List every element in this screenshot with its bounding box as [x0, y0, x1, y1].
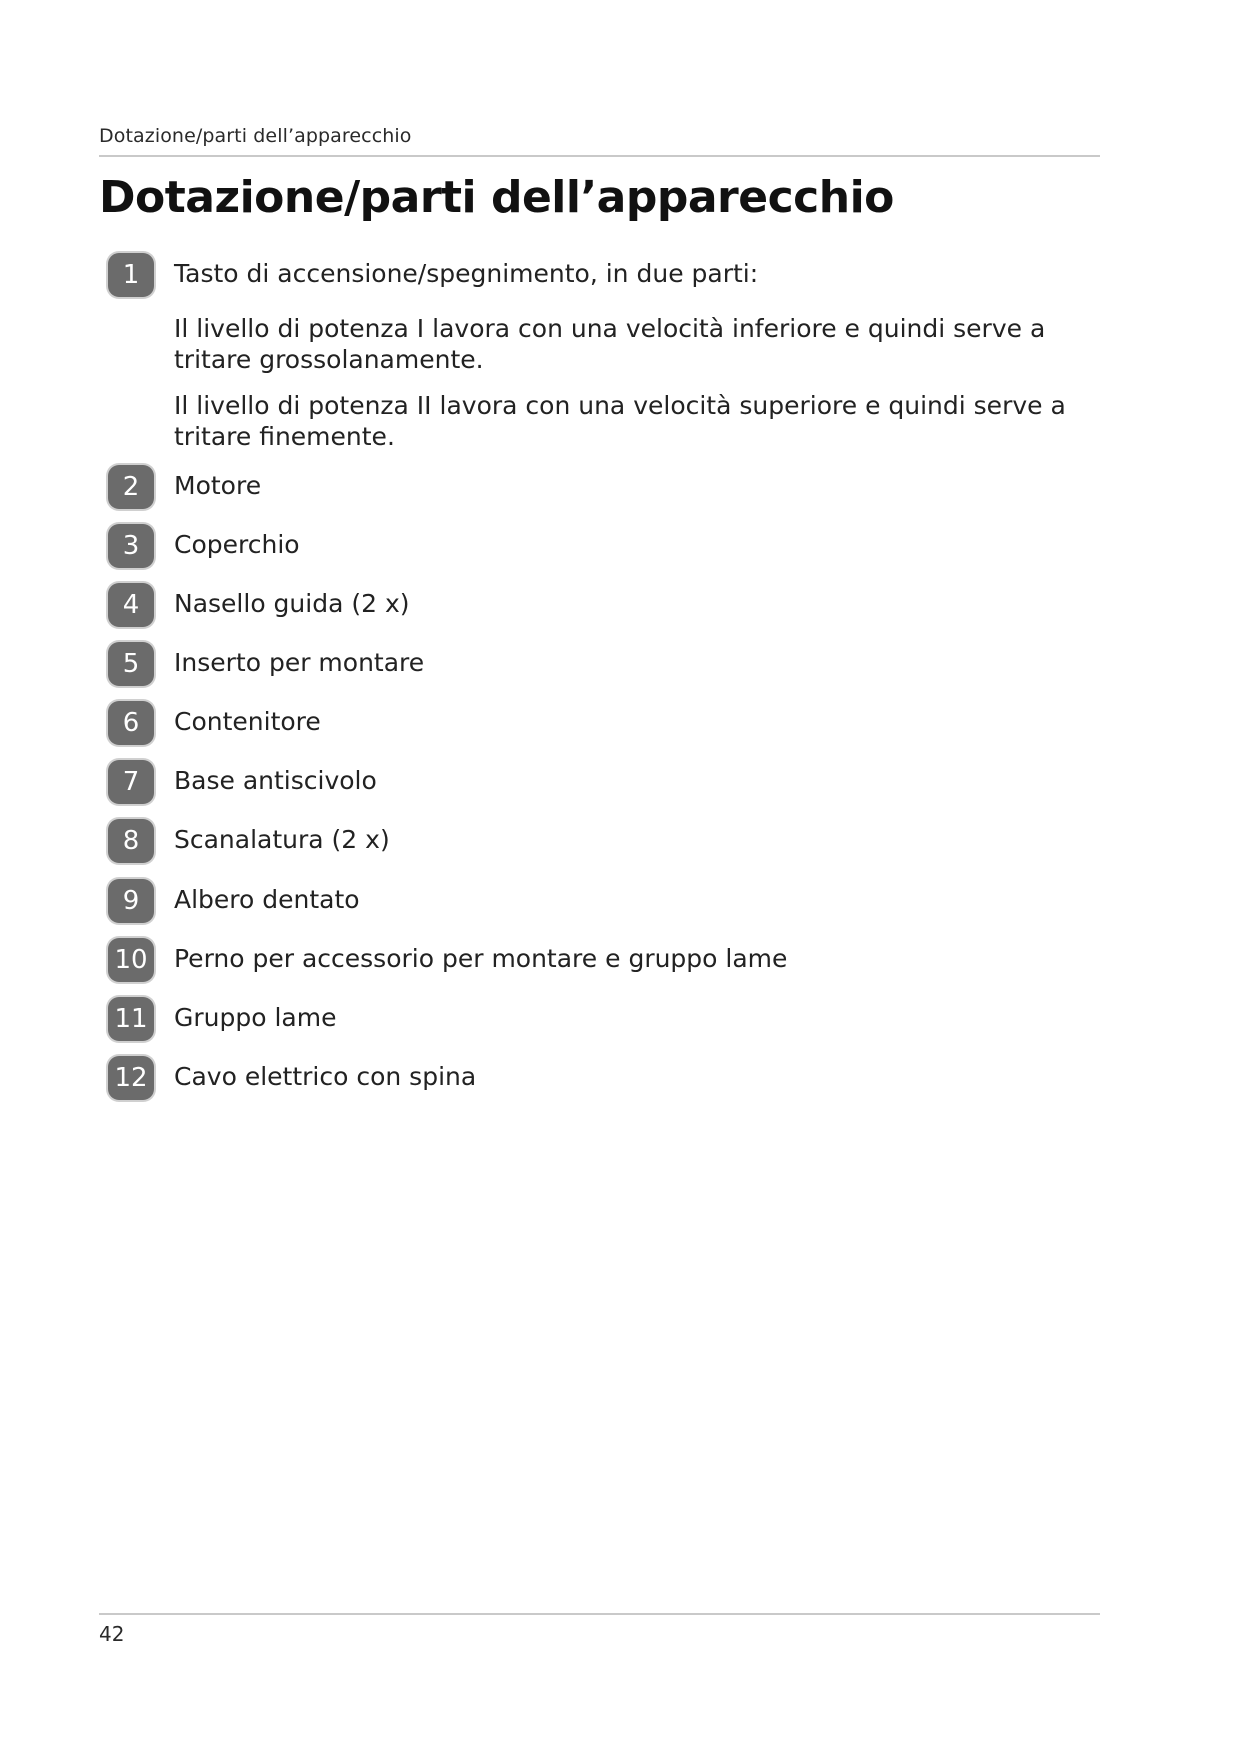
item-label: Contenitore [174, 707, 321, 736]
item-label: Motore [174, 471, 262, 500]
page-title: Dotazione/parti dell’apparecchio [99, 172, 894, 223]
item-number-badge: 3 [108, 524, 154, 568]
footer-divider [99, 1613, 1100, 1615]
item-label: Coperchio [174, 530, 300, 559]
item-label: Base antiscivolo [174, 766, 377, 795]
item-number-badge: 12 [108, 1056, 154, 1100]
item-label: Nasello guida (2 x) [174, 589, 410, 618]
item-label: Perno per accessorio per montare e gruppo lame [174, 944, 788, 973]
item-number-badge: 9 [108, 879, 154, 923]
item-label: Tasto di accensione/spegnimento, in due parti: [174, 259, 759, 288]
item-number-badge: 2 [108, 465, 154, 509]
item-description: Il livello di potenza I lavora con una velocità inferiore e quindi serve a tritare grossolanamente. [174, 314, 1046, 374]
item-description: Il livello di potenza II lavora con una velocità superiore e quindi serve a tritare finemente. [174, 391, 1066, 451]
item-number-badge: 1 [108, 253, 154, 297]
item-number-badge: 6 [108, 701, 154, 745]
page-number: 42 [99, 1622, 125, 1646]
item-number-badge: 11 [108, 997, 154, 1041]
item-number-badge: 4 [108, 583, 154, 627]
item-number-badge: 5 [108, 642, 154, 686]
header-divider [99, 155, 1100, 157]
item-label: Cavo elettrico con spina [174, 1062, 477, 1091]
item-number-badge: 10 [108, 938, 154, 982]
item-label: Scanalatura (2 x) [174, 825, 390, 854]
item-number-badge: 8 [108, 819, 154, 863]
running-header: Dotazione/parti dell’apparecchio [99, 125, 412, 147]
item-number-badge: 7 [108, 760, 154, 804]
item-label: Albero dentato [174, 885, 360, 914]
item-label: Inserto per montare [174, 648, 425, 677]
item-label: Gruppo lame [174, 1003, 337, 1032]
